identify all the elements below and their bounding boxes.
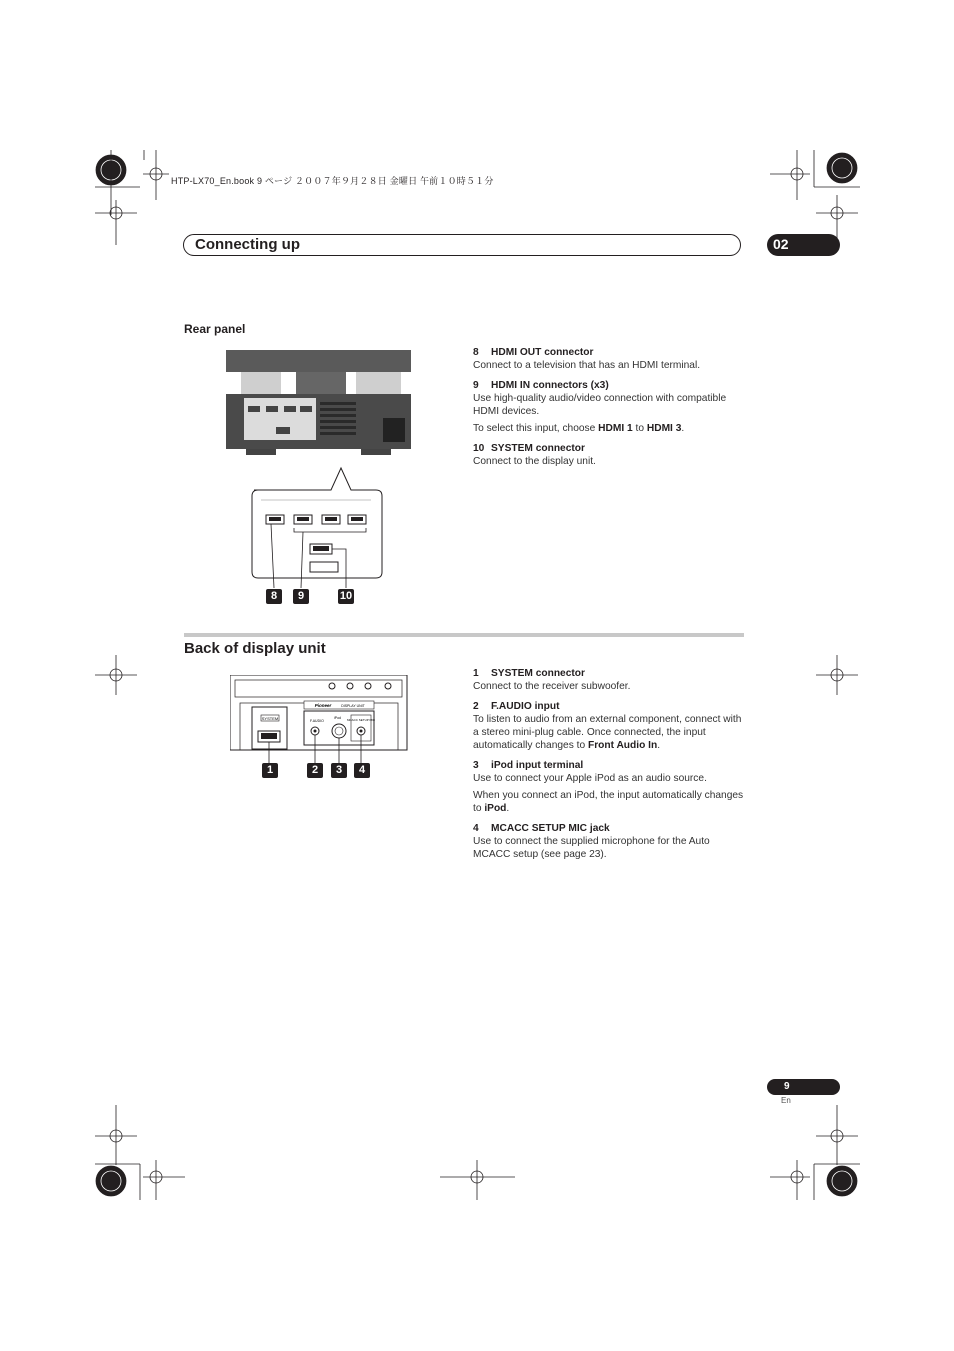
callout-8: 8 [266, 589, 282, 604]
callout-4: 4 [354, 763, 370, 778]
display-unit-descriptions [473, 667, 745, 868]
system-label: SYSTEM [261, 716, 279, 721]
print-info-line: HTP-LX70_En.book 9 ページ ２００７年９月２８日 金曜日 午前１０時５１分 [171, 176, 494, 186]
item-faudio: 2 F.AUDIO input To listen to audio from an external component, connect with a stereo mini-plug cable. Once connected, the input automatically changes to Front Audio In. [473, 701, 742, 751]
item-mcacc: 4 MCACC SETUP MIC jack Use to connect the supplied microphone for the Auto MCACC setup (see page 23). [473, 823, 710, 860]
faudio-label: F.AUDIO [310, 719, 324, 723]
callout-10: 10 [339, 590, 353, 602]
callout-2: 2 [307, 763, 323, 778]
rear-panel-heading: Rear panel [184, 322, 246, 336]
item-hdmi-in: 9 HDMI IN connectors (x3) Use high-quality audio/video connection with compatible HDMI devices. To select this input, choose HDMI 1 to HDMI 3. [473, 380, 727, 434]
item-system-connector: 10 SYSTEM connector Connect to the display unit. [473, 443, 596, 467]
page-number-tab: 9 [767, 1079, 840, 1095]
page-language: En [781, 1096, 791, 1105]
item-system: 1 SYSTEM connector Connect to the receiver subwoofer. [473, 668, 631, 692]
chapter-title: Connecting up [195, 236, 300, 253]
callout-1: 1 [262, 763, 278, 778]
rear-panel-descriptions [473, 346, 745, 475]
mcacc-label: MCACC SETUP MIC [346, 718, 376, 722]
callout-9: 9 [293, 589, 309, 604]
ipod-label: iPod [334, 716, 342, 720]
section-divider [184, 633, 744, 637]
item-hdmi-out: 8 HDMI OUT connector Connect to a television that has an HDMI terminal. [473, 347, 701, 371]
rear-panel-illustration [226, 350, 416, 610]
display-unit-label: DISPLAY UNIT [341, 704, 365, 708]
callout-3: 3 [331, 763, 347, 778]
brand-label: Pioneer [314, 703, 332, 708]
item-ipod: 3 iPod input terminal Use to connect your Apple iPod as an audio source. When you connect an iPod, the input automatically changes to iPod. [473, 760, 744, 814]
chapter-number-tab: 02 [767, 234, 840, 256]
display-unit-heading: Back of display unit [184, 640, 326, 657]
